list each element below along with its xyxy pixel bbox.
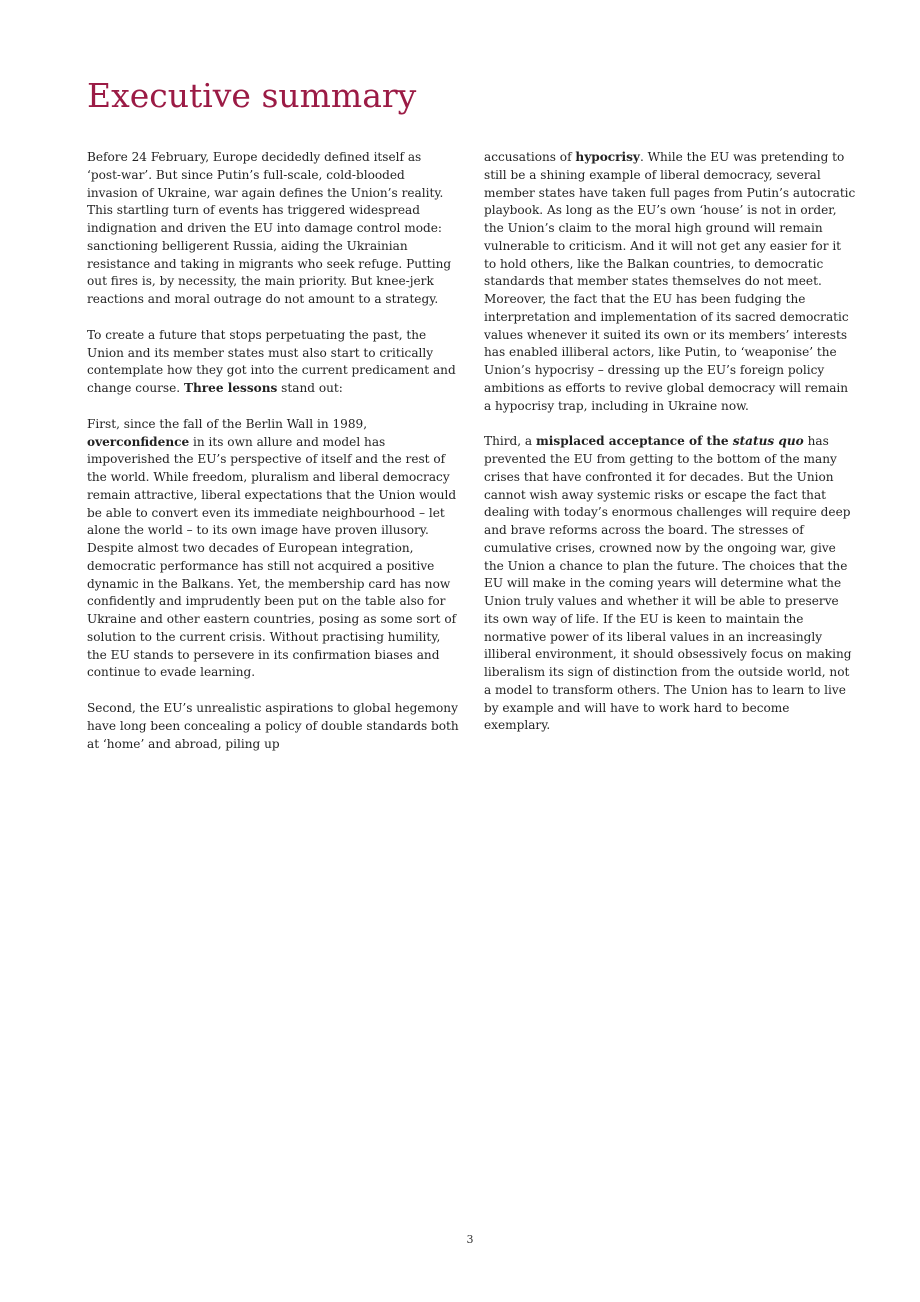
- left-column: [87, 149, 459, 771]
- lessons-intro-text: To create a future that stops perpetuating the past, the Union and its member states must also start to critically contemplate how they got into the current predicament and change course.: [87, 327, 456, 395]
- page-title: Executive summary: [87, 76, 417, 115]
- status-quo-bold-italic: [733, 434, 804, 448]
- third-lesson-lead: Third, a: [484, 434, 536, 449]
- paragraph-second-lesson-continued: [484, 149, 856, 415]
- right-column: [484, 149, 856, 753]
- second-lesson-continued-text: . While the EU was pretending to still be a shining example of liberal democracy, several member states have taken full pages from Putin’s autocratic playbook. As long as the EU’s own ‘house’ is not in order, the Union’s claim to the moral high ground will remain vulnerable to criticism. And it will not get any easier for it to hold others, like the Balkan countries, to democratic standards that member states themselves do not meet. Moreover, the fact that the EU has been fudging the interpretation and implementation of its sacred democratic values whenever it suited its own or its members’ interests has enabled illiberal actors, like Putin, to ‘weaponise’ the Union’s hypocrisy – dressing up the EU’s foreign policy ambitions as efforts to revive global democracy will remain a hypocrisy trap, including in Ukraine now.: [484, 150, 856, 413]
- paragraph-third-lesson: [484, 433, 856, 735]
- first-lesson-text: in its own allure and model has impoverished the EU’s perspective of itself and the rest of the world. While freedom, pluralism and liberal democracy remain attractive, liberal expectations that the Union would be able to convert even its immediate neighbourhood – let alone the world – to its own image have proven illusory. Despite almost two decades of European integration, democratic performance has still not acquired a positive dynamic in the Balkans. Yet, the membership card has now confidently and imprudently been put on the table also for Ukraine and other eastern countries, posing as some sort of solution to the current crisis. Without practising humility, the EU stands to persevere in its confirmation biases and continue to evade learning.: [87, 434, 457, 680]
- paragraph-first-lesson: [87, 416, 459, 682]
- paragraph-lessons-intro: [87, 327, 459, 398]
- page-number: 3: [466, 1233, 474, 1246]
- misplaced-acceptance-bold: misplaced acceptance of the: [536, 434, 733, 449]
- status-quo-italic: status quo: [732, 434, 804, 449]
- second-lesson-text: Second, the EU’s unrealistic aspirations to global hegemony have long been concealing a policy of double standards both at ‘home’ and abroad, piling up: [87, 701, 459, 751]
- three-lessons-bold: Three lessons: [183, 381, 278, 395]
- paragraph-intro: [87, 149, 459, 309]
- third-lesson-text: has prevented the EU from getting to the bottom of the many crises that have confronted it for decades. But the Union cannot wish away systemic risks or escape the fact that dealing with today’s enormous challenges will require deep and brave reforms across the board. The stresses of cumulative crises, crowned now by the ongoing war, give the Union a chance to plan the future. The choices that the EU will make in the coming years will determine what the Union truly values and whether it will be able to preserve its own way of life. If the EU is keen to maintain the normative power of its liberal values in an increasingly illiberal environment, it should obsessively focus on making liberalism its sign of distinction from the outside world, not a model to transform others. The Union has to learn to live by example and will have to work hard to become exemplary.: [484, 434, 852, 733]
- paragraph-second-lesson: [87, 700, 459, 753]
- hypocrisy-lead: accusations of: [484, 150, 576, 164]
- paragraph-intro-text: Before 24 February, Europe decidedly defined itself as ‘post-war’. But since Putin’s full-scale, cold-blooded invasion of Ukraine, war again defines the Union’s reality. This startling turn of events has triggered widespread indignation and driven the EU into damage control mode: sanctioning belligerent Russia, aiding the Ukrainian resistance and taking in migrants who seek refuge. Putting out fires is, by necessity, the main priority. But knee-jerk reactions and moral outrage do not amount to a strategy.: [87, 150, 452, 306]
- overconfidence-bold: overconfidence: [87, 434, 190, 449]
- hypocrisy-bold: hypocrisy: [575, 150, 640, 164]
- first-lesson-lead: First, since the fall of the Berlin Wall in 1989,: [87, 416, 368, 431]
- lessons-intro-end: stand out:: [277, 381, 343, 395]
